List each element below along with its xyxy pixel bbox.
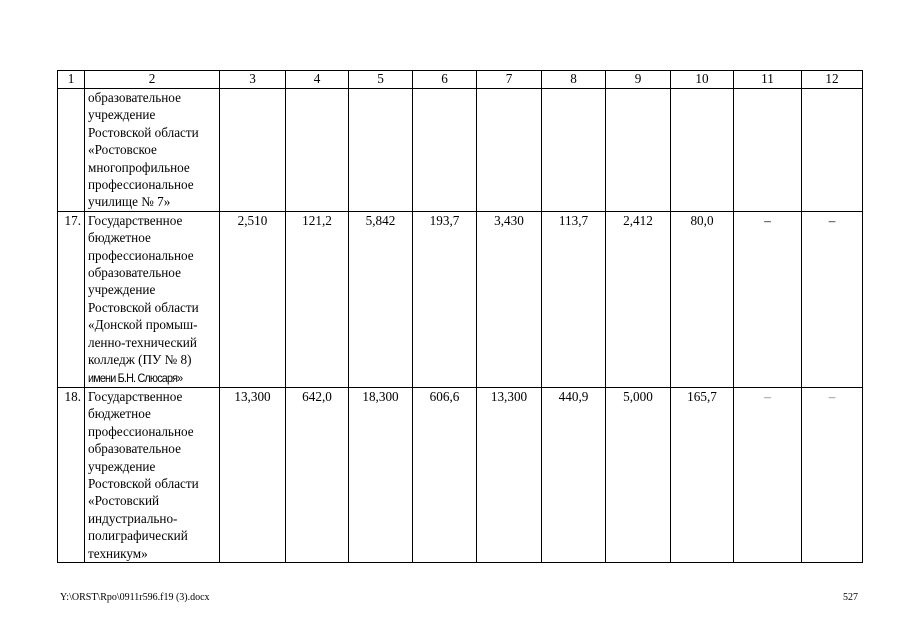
header-cell: 9 [606,71,671,89]
table-row-18 [58,387,863,562]
table-row-continuation [58,89,863,212]
value-cell: 2,510 [220,211,286,387]
header-cell: 5 [349,71,413,89]
value-cell: 2,412 [606,211,671,387]
row-number-cell: 18. [58,387,85,562]
value-cell: 3,430 [477,211,542,387]
footer-file-path: Y:\ORST\Rpo\0911r596.f19 (3).docx [60,592,210,603]
value-cell: 13,300 [220,387,286,562]
value-cell [606,89,671,212]
value-cell: – [734,211,802,387]
value-cell: 642,0 [286,387,349,562]
value-cell: 13,300 [477,387,542,562]
institution-name: Государственное бюджетное профессиональное образовательное учреждение Ростовской области «Донской промыш- ленно-технический колледж (ПУ № 8) [88,212,199,368]
value-cell [286,89,349,212]
header-cell: 10 [671,71,734,89]
header-cell: 4 [286,71,349,89]
value-cell: 606,6 [413,387,477,562]
value-cell: 193,7 [413,211,477,387]
value-cell: 113,7 [542,211,606,387]
institution-name-cell: Государственное бюджетное профессиональное образовательное учреждение Ростовской области «Ростовский индустриально- полиграфический техникум» [85,387,220,562]
header-cell: 3 [220,71,286,89]
value-cell: 165,7 [671,387,734,562]
value-cell [349,89,413,212]
data-table [57,70,863,563]
row-number-cell: 17. [58,211,85,387]
institution-name-cell: образовательное учреждение Ростовской области «Ростовское многопрофильное профессиональное училище № 7» [85,89,220,212]
header-cell: 7 [477,71,542,89]
value-cell: 5,842 [349,211,413,387]
header-cell: 11 [734,71,802,89]
header-row [58,71,863,89]
table-row-17 [58,211,863,387]
header-cell: 12 [802,71,863,89]
value-cell: 121,2 [286,211,349,387]
value-cell: 80,0 [671,211,734,387]
institution-name-last-line: имени Б.Н. Слюсаря» [88,370,183,385]
value-cell: – [802,211,863,387]
value-cell [542,89,606,212]
value-cell: 18,300 [349,387,413,562]
value-cell: 440,9 [542,387,606,562]
header-cell: 2 [85,71,220,89]
header-cell: 6 [413,71,477,89]
value-cell [802,89,863,212]
value-cell [220,89,286,212]
page-number: 527 [843,592,858,603]
value-cell: 5,000 [606,387,671,562]
row-number-cell [58,89,85,212]
institution-name-cell [85,211,220,387]
value-cell [477,89,542,212]
value-cell: – [734,387,802,562]
header-cell: 1 [58,71,85,89]
value-cell [671,89,734,212]
value-cell [413,89,477,212]
value-cell: – [802,387,863,562]
value-cell [734,89,802,212]
header-cell: 8 [542,71,606,89]
